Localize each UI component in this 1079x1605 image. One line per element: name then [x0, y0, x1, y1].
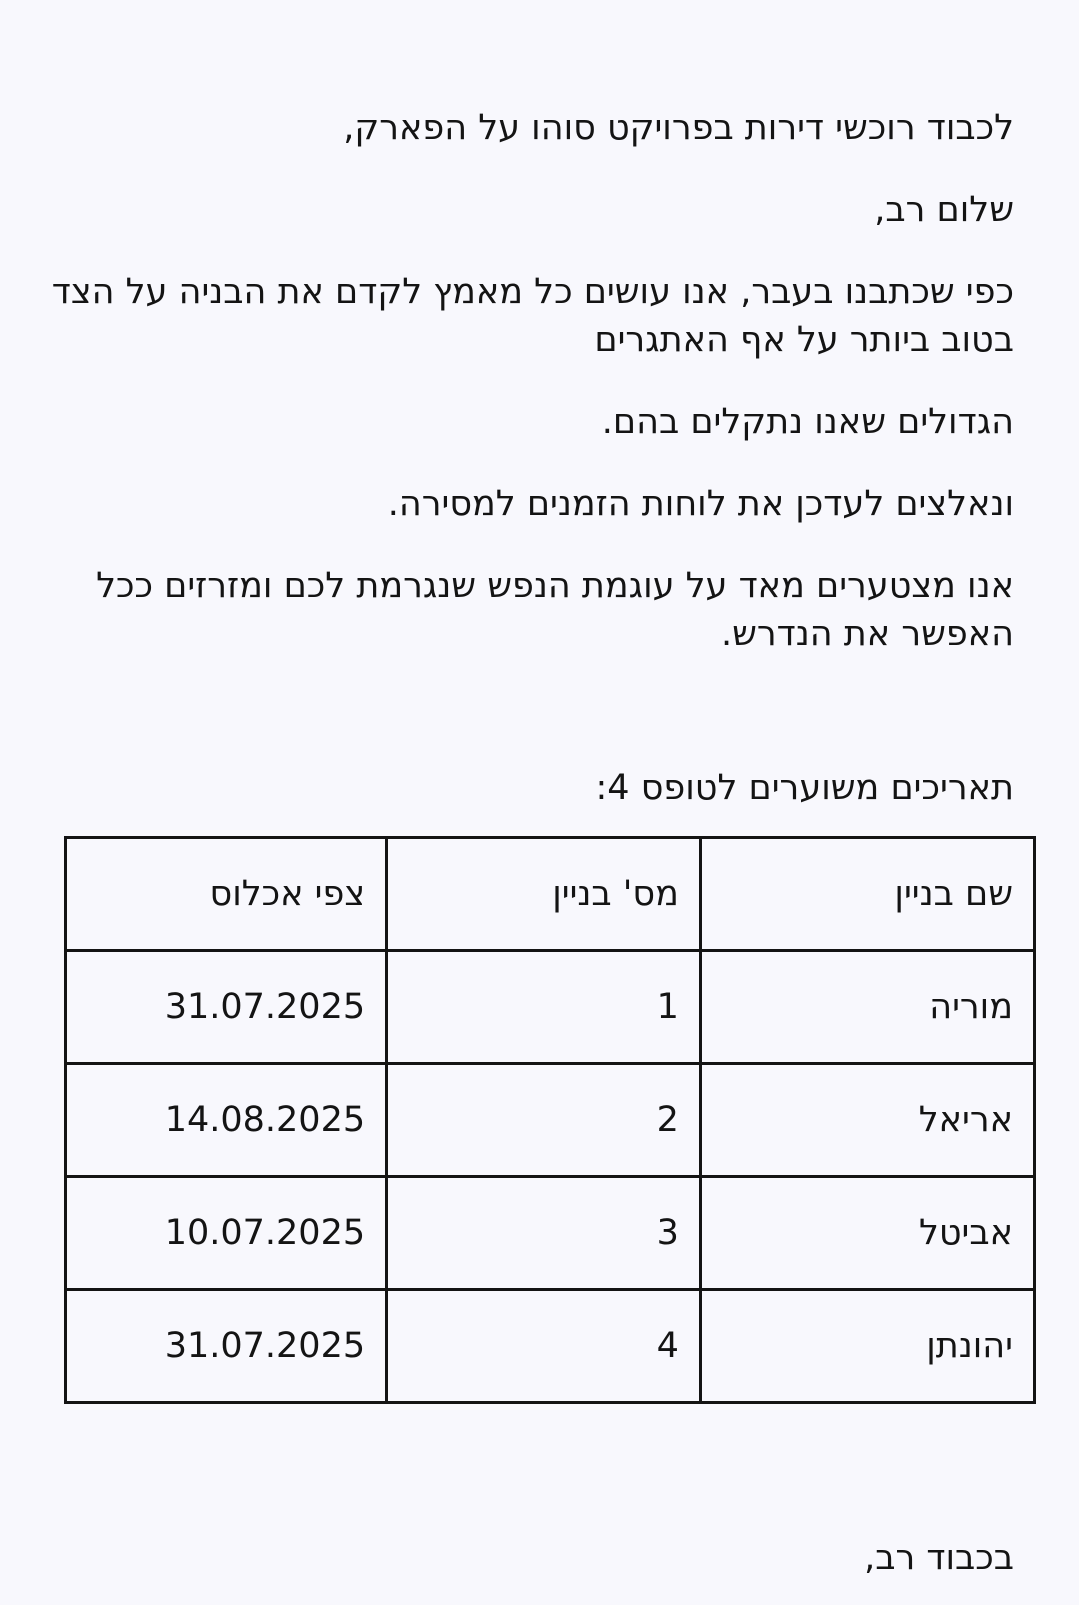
letter-paragraph: כפי שכתבנו בעבר, אנו עושים כל מאמץ לקדם את הבניה על הצד בטוב ביותר על אף האתגרים: [51, 272, 1014, 360]
cell-expected-occupancy: 10.07.2025: [66, 1177, 387, 1290]
table-row: [66, 1064, 1035, 1177]
cell-building-name: יהונתן: [700, 1290, 1034, 1403]
header-expected-occupancy: צפי אכלוס: [66, 838, 387, 951]
letter-greeting: לכבוד רוכשי דירות בפרויקט סוהו על הפארק,: [343, 108, 1014, 148]
dates-intro: תאריכים משוערים לטופס 4:: [595, 768, 1014, 808]
cell-expected-occupancy: 31.07.2025: [66, 1290, 387, 1403]
cell-expected-occupancy: 31.07.2025: [66, 951, 387, 1064]
letter-closing: בכבוד רב,: [864, 1538, 1014, 1578]
dates-table: [64, 836, 1036, 1404]
table-row: [66, 1177, 1035, 1290]
cell-building-number: 4: [387, 1290, 701, 1403]
header-building-number: מס' בניין: [387, 838, 701, 951]
letter-paragraph: ונאלצים לעדכן את לוחות הזמנים למסירה.: [387, 484, 1014, 524]
table-header-row: [66, 838, 1035, 951]
letter-paragraph: אנו מצטערים מאד על עוגמת הנפש שנגרמת לכם ומזרזים ככל האפשר את הנדרש.: [96, 566, 1014, 654]
letter-salutation: שלום רב,: [874, 190, 1014, 230]
cell-building-name: אריאל: [700, 1064, 1034, 1177]
cell-building-name: אביטל: [700, 1177, 1034, 1290]
cell-expected-occupancy: 14.08.2025: [66, 1064, 387, 1177]
cell-building-name: מוריה: [700, 951, 1034, 1064]
table-row: [66, 951, 1035, 1064]
header-building-name: שם בניין: [700, 838, 1034, 951]
letter-paragraph: הגדולים שאנו נתקלים בהם.: [601, 402, 1014, 442]
table-row: [66, 1290, 1035, 1403]
cell-building-number: 2: [387, 1064, 701, 1177]
cell-building-number: 1: [387, 951, 701, 1064]
cell-building-number: 3: [387, 1177, 701, 1290]
